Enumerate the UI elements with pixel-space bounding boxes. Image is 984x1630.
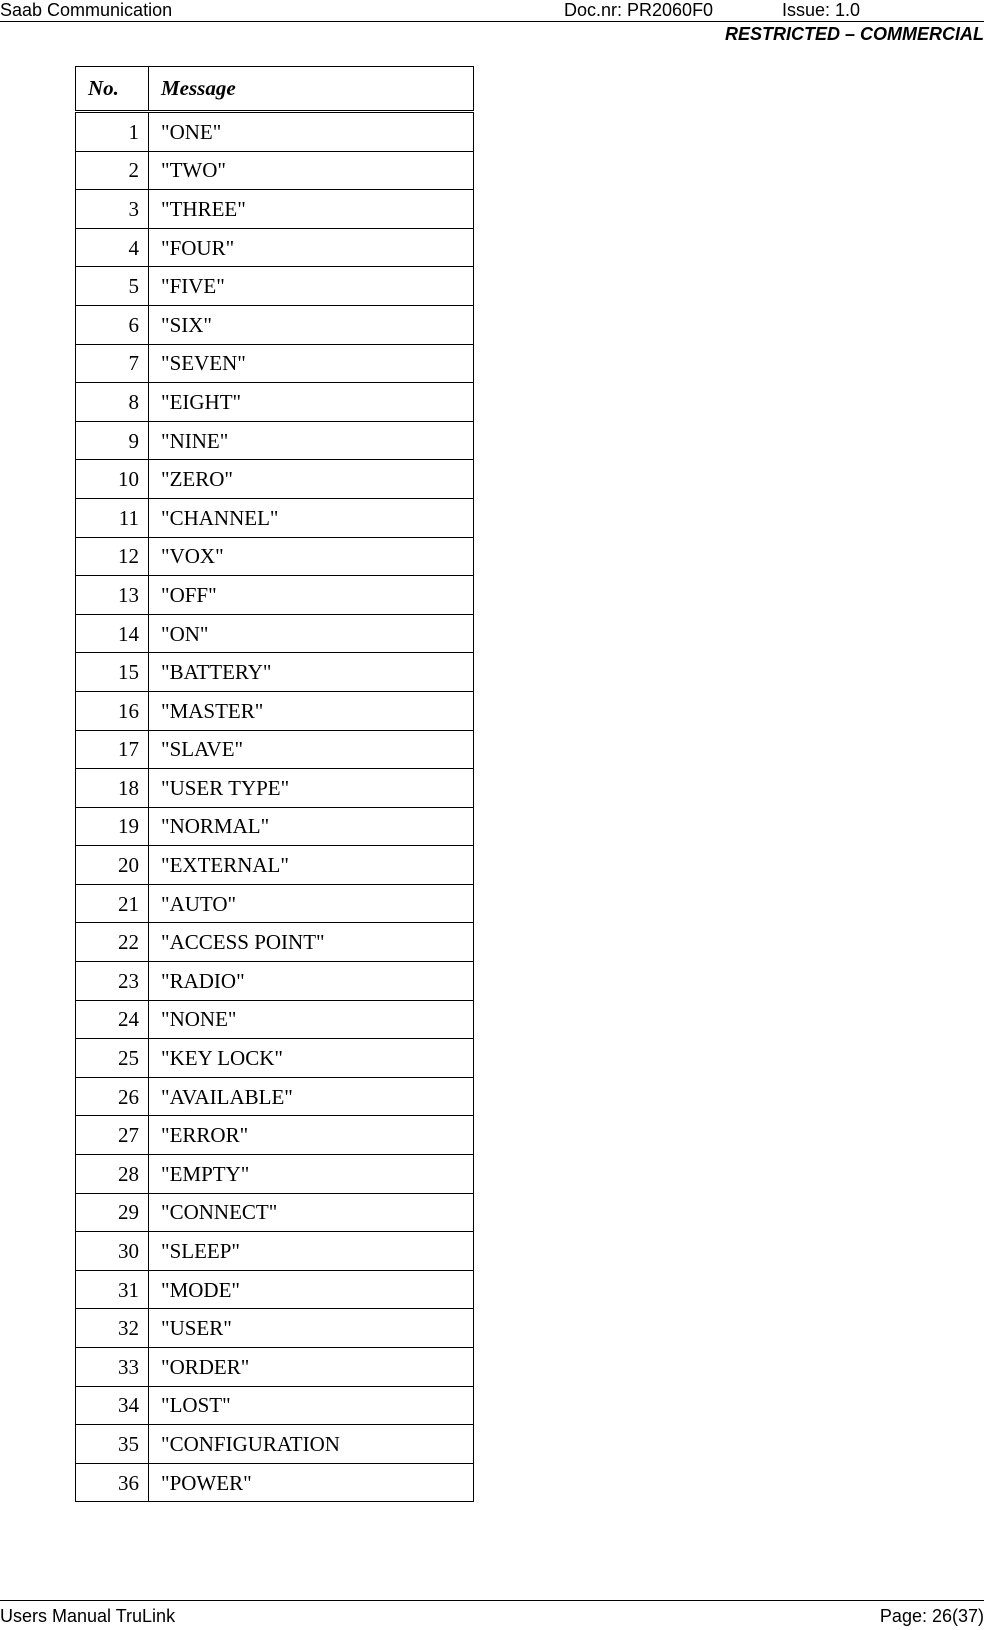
message-table [75,66,474,1502]
row-number: 35 [76,1425,149,1464]
table-header-row [76,67,474,112]
row-number: 21 [76,884,149,923]
footer-document-title: Users Manual TruLink [0,1606,176,1626]
row-number: 13 [76,576,149,615]
row-number: 16 [76,691,149,730]
row-number: 20 [76,846,149,885]
table-row [76,923,474,962]
table-row [76,383,474,422]
table-row [76,267,474,306]
table-row [76,1193,474,1232]
row-message: "ORDER" [149,1348,474,1387]
row-message: "USER TYPE" [149,769,474,808]
row-message: "ERROR" [149,1116,474,1155]
table-row [76,228,474,267]
table-row [76,1232,474,1271]
row-number: 12 [76,537,149,576]
header-divider [0,21,984,22]
row-message: "EIGHT" [149,383,474,422]
header-classification: RESTRICTED – COMMERCIAL [724,24,984,44]
row-message: "ON" [149,614,474,653]
table-row [76,846,474,885]
row-message: "ONE" [149,112,474,152]
row-number: 7 [76,344,149,383]
row-number: 30 [76,1232,149,1271]
table-row [76,1386,474,1425]
row-number: 19 [76,807,149,846]
row-message: "FIVE" [149,267,474,306]
row-message: "KEY LOCK" [149,1039,474,1078]
table-row [76,460,474,499]
row-message: "ACCESS POINT" [149,923,474,962]
row-message: "SLAVE" [149,730,474,769]
table-row [76,730,474,769]
row-number: 2 [76,151,149,190]
row-message: "CHANNEL" [149,498,474,537]
table-body [76,112,474,1502]
table-row [76,421,474,460]
table-row [76,576,474,615]
row-message: "EXTERNAL" [149,846,474,885]
header-company: Saab Communication [0,0,173,20]
table-row [76,884,474,923]
row-message: "VOX" [149,537,474,576]
row-message: "NORMAL" [149,807,474,846]
table-row [76,1270,474,1309]
table-row [76,1116,474,1155]
row-message: "AVAILABLE" [149,1077,474,1116]
row-number: 15 [76,653,149,692]
row-number: 3 [76,190,149,229]
column-header-no: No. [76,67,149,112]
row-number: 17 [76,730,149,769]
row-number: 11 [76,498,149,537]
table-row [76,1348,474,1387]
row-number: 14 [76,614,149,653]
row-message: "RADIO" [149,962,474,1001]
table-row [76,344,474,383]
table-row [76,769,474,808]
row-number: 27 [76,1116,149,1155]
row-message: "SIX" [149,305,474,344]
row-number: 28 [76,1155,149,1194]
row-number: 8 [76,383,149,422]
row-message: "CONNECT" [149,1193,474,1232]
table-row [76,498,474,537]
table-row [76,1425,474,1464]
row-number: 33 [76,1348,149,1387]
row-number: 32 [76,1309,149,1348]
header-doc-number: Doc.nr: PR2060F0 [564,0,714,20]
row-number: 31 [76,1270,149,1309]
row-number: 23 [76,962,149,1001]
row-message: "SLEEP" [149,1232,474,1271]
row-number: 18 [76,769,149,808]
row-message: "FOUR" [149,228,474,267]
row-message: "THREE" [149,190,474,229]
table-row [76,807,474,846]
row-number: 29 [76,1193,149,1232]
row-message: "OFF" [149,576,474,615]
column-header-message: Message [149,67,474,112]
row-message: "USER" [149,1309,474,1348]
row-message: "SEVEN" [149,344,474,383]
table-row [76,305,474,344]
table-row [76,1077,474,1116]
table-row [76,614,474,653]
header-issue: Issue: 1.0 [782,0,861,20]
row-message: "NINE" [149,421,474,460]
table-row [76,112,474,152]
row-message: "BATTERY" [149,653,474,692]
table-row [76,1463,474,1502]
row-number: 9 [76,421,149,460]
row-number: 24 [76,1000,149,1039]
footer-page-number: Page: 26(37) [879,1606,984,1626]
row-number: 10 [76,460,149,499]
row-message: "ZERO" [149,460,474,499]
row-message: "CONFIGURATION [149,1425,474,1464]
table-row [76,1000,474,1039]
row-message: "TWO" [149,151,474,190]
row-number: 25 [76,1039,149,1078]
row-number: 36 [76,1463,149,1502]
row-number: 6 [76,305,149,344]
row-number: 26 [76,1077,149,1116]
row-message: "MODE" [149,1270,474,1309]
table-row [76,962,474,1001]
row-message: "POWER" [149,1463,474,1502]
row-number: 22 [76,923,149,962]
row-message: "MASTER" [149,691,474,730]
row-number: 1 [76,112,149,152]
table-row [76,1155,474,1194]
row-number: 5 [76,267,149,306]
row-number: 4 [76,228,149,267]
table-row [76,151,474,190]
table-row [76,1039,474,1078]
table-row [76,653,474,692]
footer-divider [0,1600,984,1601]
table-row [76,537,474,576]
table-row [76,190,474,229]
row-message: "AUTO" [149,884,474,923]
table-row [76,691,474,730]
row-number: 34 [76,1386,149,1425]
page-header [0,0,984,20]
row-message: "LOST" [149,1386,474,1425]
row-message: "NONE" [149,1000,474,1039]
table-row [76,1309,474,1348]
row-message: "EMPTY" [149,1155,474,1194]
